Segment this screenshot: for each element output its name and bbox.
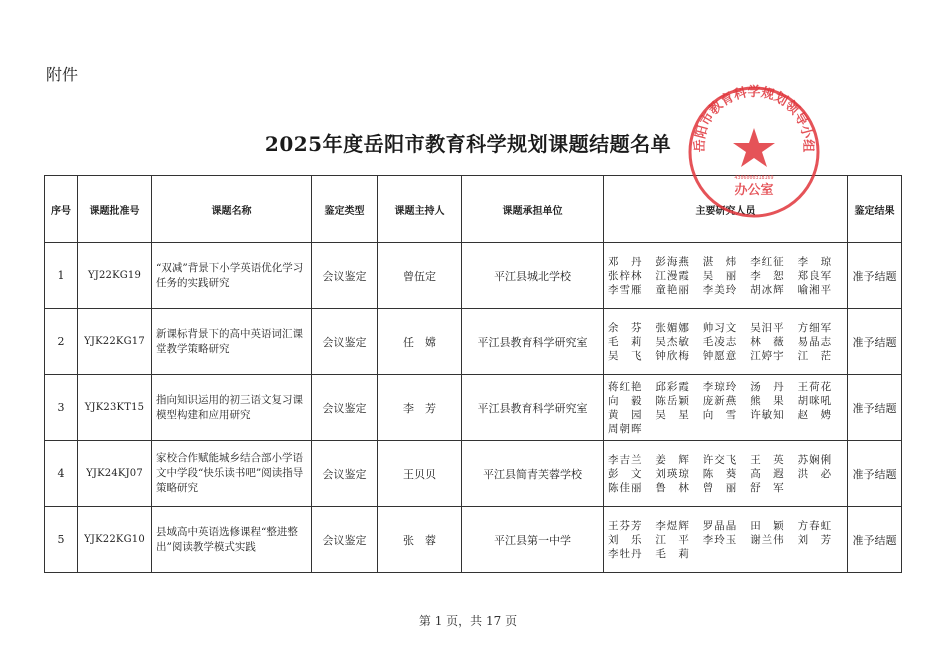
cell-name: 新课标背景下的高中英语词汇课堂教学策略研究 [152,309,312,375]
cell-unit: 平江县教育科学研究室 [462,309,604,375]
header-members: 主要研究人员 [604,176,848,243]
cell-no: 4 [45,441,78,507]
cell-unit: 平江县简青芙蓉学校 [462,441,604,507]
cell-type: 会议鉴定 [312,243,378,309]
cell-result: 准予结题 [848,243,902,309]
cell-no: 5 [45,507,78,573]
member-name: 陈岳颖 [655,394,690,407]
cell-host: 王贝贝 [378,441,462,507]
member-name: 曾 丽 [702,481,738,494]
cell-host: 李 芳 [378,375,462,441]
member-name: 李煜辉 [655,519,690,532]
seal-org-text: 岳阳市教育科学规划领导小组 [692,84,816,153]
member-name: 吴 星 [655,408,690,421]
table-row [45,507,902,573]
member-name: 吴 飞 [608,349,643,362]
header-host: 课题主持人 [378,176,462,243]
cell-no: 3 [45,375,78,441]
table-row [45,375,902,441]
member-name: 李牡丹 [608,547,643,560]
member-name: 高 遐 [750,467,785,480]
member-name: 方春虹 [797,519,833,532]
member-name: 胡冰辉 [750,283,785,296]
member-name: 李雪雁 [608,283,643,296]
member-name: 邱彩霞 [655,380,690,393]
cell-result: 准予结题 [848,309,902,375]
member-name: 胡咪吼 [797,394,833,407]
member-name: 吴杰敏 [655,335,690,348]
cell-name: 家校合作赋能城乡结合部小学语文中学段“快乐读书吧”阅读指导策略研究 [152,441,312,507]
member-name: 彭 文 [608,467,643,480]
member-name: 陈佳丽 [608,481,643,494]
cell-code: YJK24KJ07 [78,441,152,507]
table-row [45,441,902,507]
cell-unit: 平江县第一中学 [462,507,604,573]
member-name: 江 平 [655,533,690,546]
member-name: 庞新燕 [702,394,738,407]
member-name: 谢兰伟 [750,533,785,546]
attachment-label: 附件 [46,65,79,84]
member-name: 张媚娜 [655,321,690,334]
member-name: 罗晶晶 [702,519,738,532]
member-name: 鲁 林 [655,481,690,494]
member-name: 喻湘平 [797,283,833,296]
cell-no: 2 [45,309,78,375]
member-name: 郑良军 [797,269,833,282]
member-name: 赵 娉 [797,408,833,421]
member-name: 江漫霞 [655,269,690,282]
member-name: 刘瑛琼 [655,467,690,480]
document-title: 2025年度岳阳市教育科学规划课题结题名单 [264,132,672,156]
member-name: 张梓林 [608,269,643,282]
member-name: 帅习文 [702,321,738,334]
cell-host: 任 嫦 [378,309,462,375]
member-name: 王芬芳 [608,519,643,532]
page-footer: 第 1 页，共 17 页 [418,614,518,628]
cell-members [604,309,848,375]
member-name: 许交飞 [702,453,738,466]
member-name: 刘 芳 [797,533,833,546]
member-name: 林 薇 [750,335,785,348]
member-name: 钟欣梅 [655,349,690,362]
cell-name: “双减”背景下小学英语优化学习任务的实践研究 [152,243,312,309]
member-name: 湛 炜 [702,255,738,268]
member-name: 邓 丹 [608,255,643,268]
cell-type: 会议鉴定 [312,441,378,507]
member-name: 蒋红艳 [608,380,643,393]
member-name: 易晶志 [797,335,833,348]
seal-bottom-text: 办公室 [734,183,774,198]
cell-name: 县域高中英语选修课程“整进整出”阅读教学模式实践 [152,507,312,573]
table-row [45,243,902,309]
member-name: 童艳丽 [655,283,690,296]
cell-unit: 平江县城北学校 [462,243,604,309]
member-name: 向 雪 [702,408,738,421]
cell-host: 张 蓉 [378,507,462,573]
member-name: 舒 军 [750,481,785,494]
member-name: 毛 莉 [608,335,643,348]
member-name: 余 芬 [608,321,643,334]
cell-members [604,375,848,441]
cell-members [604,243,848,309]
member-name: 吴 丽 [702,269,738,282]
member-name: 周朝晖 [608,422,643,435]
cell-code: YJK22KG10 [78,507,152,573]
member-name: 李红征 [750,255,785,268]
member-name: 吴汨平 [750,321,785,334]
cell-members [604,441,848,507]
member-name: 熊 果 [750,394,785,407]
member-name: 田 颖 [750,519,785,532]
cell-result: 准予结题 [848,507,902,573]
table-header-row [45,176,902,243]
member-name: 钟愿意 [702,349,738,362]
header-code: 课题批准号 [78,176,152,243]
cell-unit: 平江县教育科学研究室 [462,375,604,441]
header-name: 课题名称 [152,176,312,243]
member-name: 姜 辉 [655,453,690,466]
member-name: 向 毅 [608,394,643,407]
member-name: 王 英 [750,453,785,466]
member-name: 陈 葵 [702,467,738,480]
member-name: 刘 乐 [608,533,643,546]
cell-code: YJK22KG17 [78,309,152,375]
member-name: 王荷花 [797,380,833,393]
member-name: 江婷宇 [750,349,785,362]
project-list-table [44,175,902,573]
member-name: 彭海燕 [655,255,690,268]
member-name: 毛 莉 [655,547,690,560]
member-name: 江 茫 [797,349,833,362]
member-name: 许敏知 [750,408,785,421]
cell-result: 准予结题 [848,441,902,507]
cell-result: 准予结题 [848,375,902,441]
cell-host: 曾伍定 [378,243,462,309]
cell-type: 会议鉴定 [312,375,378,441]
table-row [45,309,902,375]
seal-serial: 4306000318169 [734,175,774,181]
cell-name: 指向知识运用的初三语文复习课模型构建和应用研究 [152,375,312,441]
cell-type: 会议鉴定 [312,309,378,375]
member-name: 苏娴俐 [797,453,833,466]
member-name: 洪 必 [797,467,833,480]
cell-code: YJ22KG19 [78,243,152,309]
member-name: 汤 丹 [750,380,785,393]
member-name: 李 恕 [750,269,785,282]
header-unit: 课题承担单位 [462,176,604,243]
member-name: 李玲玉 [702,533,738,546]
member-name: 方细军 [797,321,833,334]
member-name: 李琼玲 [702,380,738,393]
header-result: 鉴定结果 [848,176,902,243]
member-name: 毛凌志 [702,335,738,348]
cell-code: YJK23KT15 [78,375,152,441]
header-type: 鉴定类型 [312,176,378,243]
member-name: 李美玲 [702,283,738,296]
member-name: 李吉兰 [608,453,643,466]
header-no: 序号 [45,176,78,243]
cell-members [604,507,848,573]
member-name: 李 琼 [797,255,833,268]
member-name: 黄 园 [608,408,643,421]
cell-no: 1 [45,243,78,309]
cell-type: 会议鉴定 [312,507,378,573]
